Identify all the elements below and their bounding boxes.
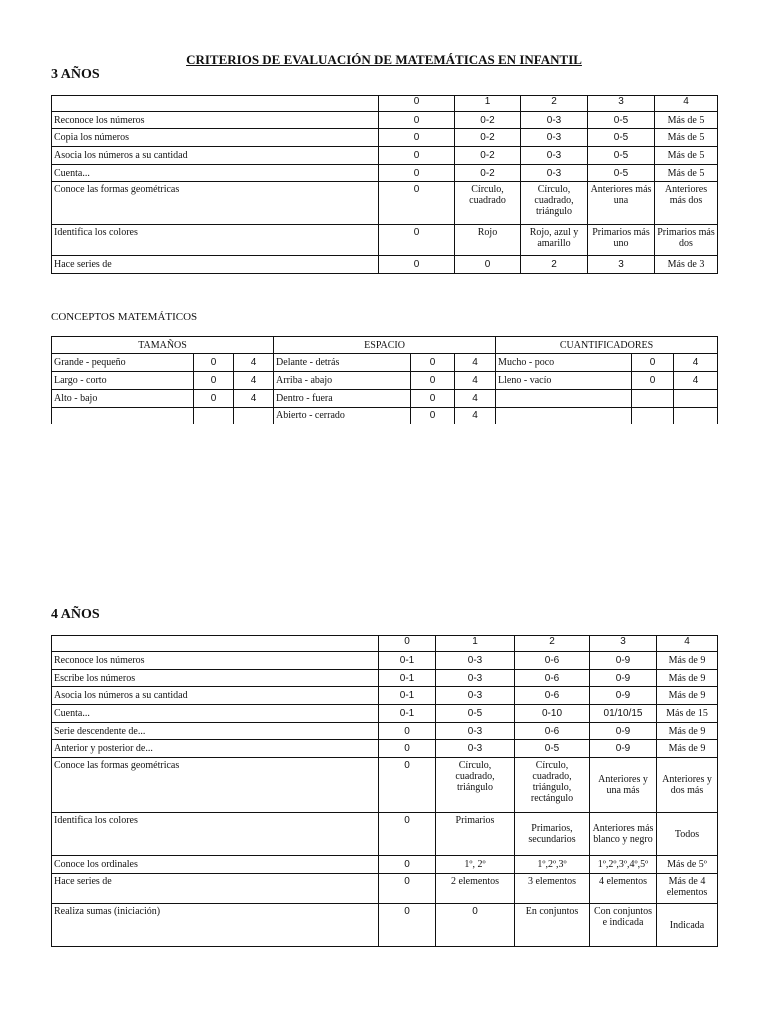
cell: 0 [379,904,436,947]
cell: 0-5 [588,147,655,165]
header-cell: 4 [655,96,718,112]
row-label: Hace series de [52,874,379,904]
cell: 4 [234,390,274,408]
cell: Más de 5º [657,856,718,874]
header-cell: 3 [590,636,657,652]
cell: 0 [379,723,436,740]
group-header-espacio: ESPACIO [274,337,496,354]
concept-label [52,408,194,424]
table-row [52,813,718,856]
cell: 0-3 [436,723,515,740]
cell: 0-6 [515,687,590,705]
cell: 0-3 [436,652,515,670]
row-label: Asocia los números a su cantidad [52,687,379,705]
cell: 0-6 [515,652,590,670]
concept-label: Alto - bajo [52,390,194,408]
header-blank [52,636,379,652]
cell: 2 [521,256,588,274]
concept-label: Lleno - vacío [496,372,632,390]
cell: 0 [411,354,455,372]
table-row [52,256,718,274]
row-label: Reconoce los números [52,652,379,670]
row-label: Reconoce los números [52,112,379,129]
cell: 0-2 [455,165,521,182]
cell: Círculo, cuadrado, triángulo [436,758,515,813]
cell: 0-2 [455,112,521,129]
cell: Más de 5 [655,129,718,147]
cell: 0 [379,165,455,182]
cell: Anteriores y dos más [657,758,718,813]
table-row [52,182,718,225]
header-blank [52,96,379,112]
cell: Anteriores más blanco y negro [590,813,657,856]
table-4-years [51,635,718,947]
cell: 0 [194,354,234,372]
heading-3-years: 3 AÑOS [51,67,100,82]
cell: 0-9 [590,670,657,687]
concept-label [496,408,632,424]
cell: 0 [379,874,436,904]
table-header-row [52,96,718,112]
cell: Círculo, cuadrado, triángulo [521,182,588,225]
table-row [52,652,718,670]
row-label: Asocia los números a su cantidad [52,147,379,165]
cell: 0-1 [379,670,436,687]
cell: 0-5 [588,112,655,129]
cell: 4 [455,372,496,390]
cell: Más de 5 [655,165,718,182]
cell: Más de 5 [655,147,718,165]
row-label: Escribe los números [52,670,379,687]
header-cell: 2 [515,636,590,652]
cell: Más de 9 [657,723,718,740]
cell: 4 [674,354,718,372]
cell: 0-9 [590,652,657,670]
cell: 4 [674,372,718,390]
cell: 0 [194,390,234,408]
cell [674,390,718,408]
cell: 4 [455,390,496,408]
header-cell: 4 [657,636,718,652]
cell: Más de 9 [657,670,718,687]
table-row [52,129,718,147]
cell: 0 [379,129,455,147]
table-row [52,372,718,390]
cell: Primarios más uno [588,225,655,256]
cell [632,390,674,408]
cell: 0 [411,372,455,390]
cell [632,408,674,424]
cell: Anteriores más dos [655,182,718,225]
table-row [52,165,718,182]
row-label: Conoce las formas geométricas [52,182,379,225]
cell: 4 [234,354,274,372]
cell: 0 [455,256,521,274]
cell: Todos [657,813,718,856]
table-header-row [52,636,718,652]
cell: 0 [379,813,436,856]
concept-label: Grande - pequeño [52,354,194,372]
document-title: CRITERIOS DE EVALUACIÓN DE MATEMÁTICAS EN INFANTIL [186,52,582,67]
cell: Indicada [657,904,718,947]
table-row [52,874,718,904]
row-label: Cuenta... [52,705,379,723]
row-label: Cuenta... [52,165,379,182]
cell: 0 [194,372,234,390]
cell: Más de 9 [657,652,718,670]
concept-label [496,390,632,408]
cell: 2 elementos [436,874,515,904]
cell [674,408,718,424]
cell [194,408,234,424]
cell: Primarios, secundarios [515,813,590,856]
row-label: Hace series de [52,256,379,274]
cell: 0-3 [521,165,588,182]
cell: Rojo, azul y amarillo [521,225,588,256]
cell: 4 [455,408,496,424]
group-header-cuantificadores: CUANTIFICADORES [496,337,718,354]
cell: 0-5 [515,740,590,758]
table-row [52,687,718,705]
table-row [52,740,718,758]
table-row [52,112,718,129]
cell: 0 [379,147,455,165]
cell: En conjuntos [515,904,590,947]
cell: 4 elementos [590,874,657,904]
cell: Primarios más dos [655,225,718,256]
cell: Más de 9 [657,740,718,758]
cell: 0 [379,225,455,256]
cell: Círculo, cuadrado [455,182,521,225]
concept-label: Abierto - cerrado [274,408,411,424]
table-row [52,723,718,740]
header-cell: 1 [436,636,515,652]
heading-4-years: 4 AÑOS [51,607,100,622]
cell: 0-2 [455,129,521,147]
cell: 0 [411,408,455,424]
cell: 1º,2º,3º [515,856,590,874]
cell: 0-3 [521,147,588,165]
cell: 0 [379,758,436,813]
cell: 0-6 [515,723,590,740]
cell: Con conjuntos e indicada [590,904,657,947]
cell: Rojo [455,225,521,256]
cell: 0-3 [521,112,588,129]
cell: 3 elementos [515,874,590,904]
header-cell: 1 [455,96,521,112]
concept-label: Delante - detrás [274,354,411,372]
cell: Anteriores más una [588,182,655,225]
table-row [52,670,718,687]
cell: 0-5 [588,129,655,147]
cell: Más de 3 [655,256,718,274]
cell: Más de 4 elementos [657,874,718,904]
table-3-years [51,95,718,274]
cell: 0-5 [588,165,655,182]
cell: 0 [436,904,515,947]
table-row [52,147,718,165]
row-label: Copia los números [52,129,379,147]
cell: 0-5 [436,705,515,723]
group-header-tamanos: TAMAÑOS [52,337,274,354]
table-row [52,705,718,723]
cell: Primarios [436,813,515,856]
cell: 0 [411,390,455,408]
concept-label: Arriba - abajo [274,372,411,390]
cell: 0 [379,182,455,225]
cell: 0-6 [515,670,590,687]
row-label: Anterior y posterior de... [52,740,379,758]
table-row [52,758,718,813]
concept-label: Largo - corto [52,372,194,390]
cell: 0-1 [379,687,436,705]
row-label: Conoce las formas geométricas [52,758,379,813]
cell: Más de 15 [657,705,718,723]
cell: 0-3 [436,670,515,687]
cell: 0-9 [590,723,657,740]
concepts-table [51,336,718,424]
cell: Más de 9 [657,687,718,705]
row-label: Identifica los colores [52,225,379,256]
cell: 0-9 [590,740,657,758]
cell: 0-1 [379,705,436,723]
cell: 01/10/15 [590,705,657,723]
header-cell: 0 [379,636,436,652]
cell: 0-3 [521,129,588,147]
cell: 0 [379,112,455,129]
table-row [52,225,718,256]
cell: 0-9 [590,687,657,705]
concept-label: Dentro - fuera [274,390,411,408]
table-row [52,856,718,874]
cell: 0 [632,372,674,390]
cell: 0-10 [515,705,590,723]
cell: 0-1 [379,652,436,670]
cell: 3 [588,256,655,274]
concepts-caption: CONCEPTOS MATEMÁTICOS [51,311,198,323]
cell: 0-3 [436,740,515,758]
row-label: Serie descendente de... [52,723,379,740]
cell: 0 [379,256,455,274]
row-label: Identifica los colores [52,813,379,856]
cell: 0-2 [455,147,521,165]
cell: Anteriores y una más [590,758,657,813]
cell: 0-3 [436,687,515,705]
table-row [52,408,718,424]
table-row [52,354,718,372]
cell: 0 [379,740,436,758]
cell: Círculo, cuadrado, triángulo, rectángulo [515,758,590,813]
cell: 0 [379,856,436,874]
concept-label: Mucho - poco [496,354,632,372]
header-cell: 0 [379,96,455,112]
table-row [52,390,718,408]
cell: Más de 5 [655,112,718,129]
cell: 4 [234,372,274,390]
cell: 4 [455,354,496,372]
concepts-header-row [52,337,718,354]
row-label: Conoce los ordinales [52,856,379,874]
table-row [52,904,718,947]
cell: 1º, 2º [436,856,515,874]
header-cell: 2 [521,96,588,112]
cell: 1º,2º,3º,4º,5º [590,856,657,874]
cell: 0 [632,354,674,372]
cell [234,408,274,424]
row-label: Realiza sumas (iniciación) [52,904,379,947]
header-cell: 3 [588,96,655,112]
